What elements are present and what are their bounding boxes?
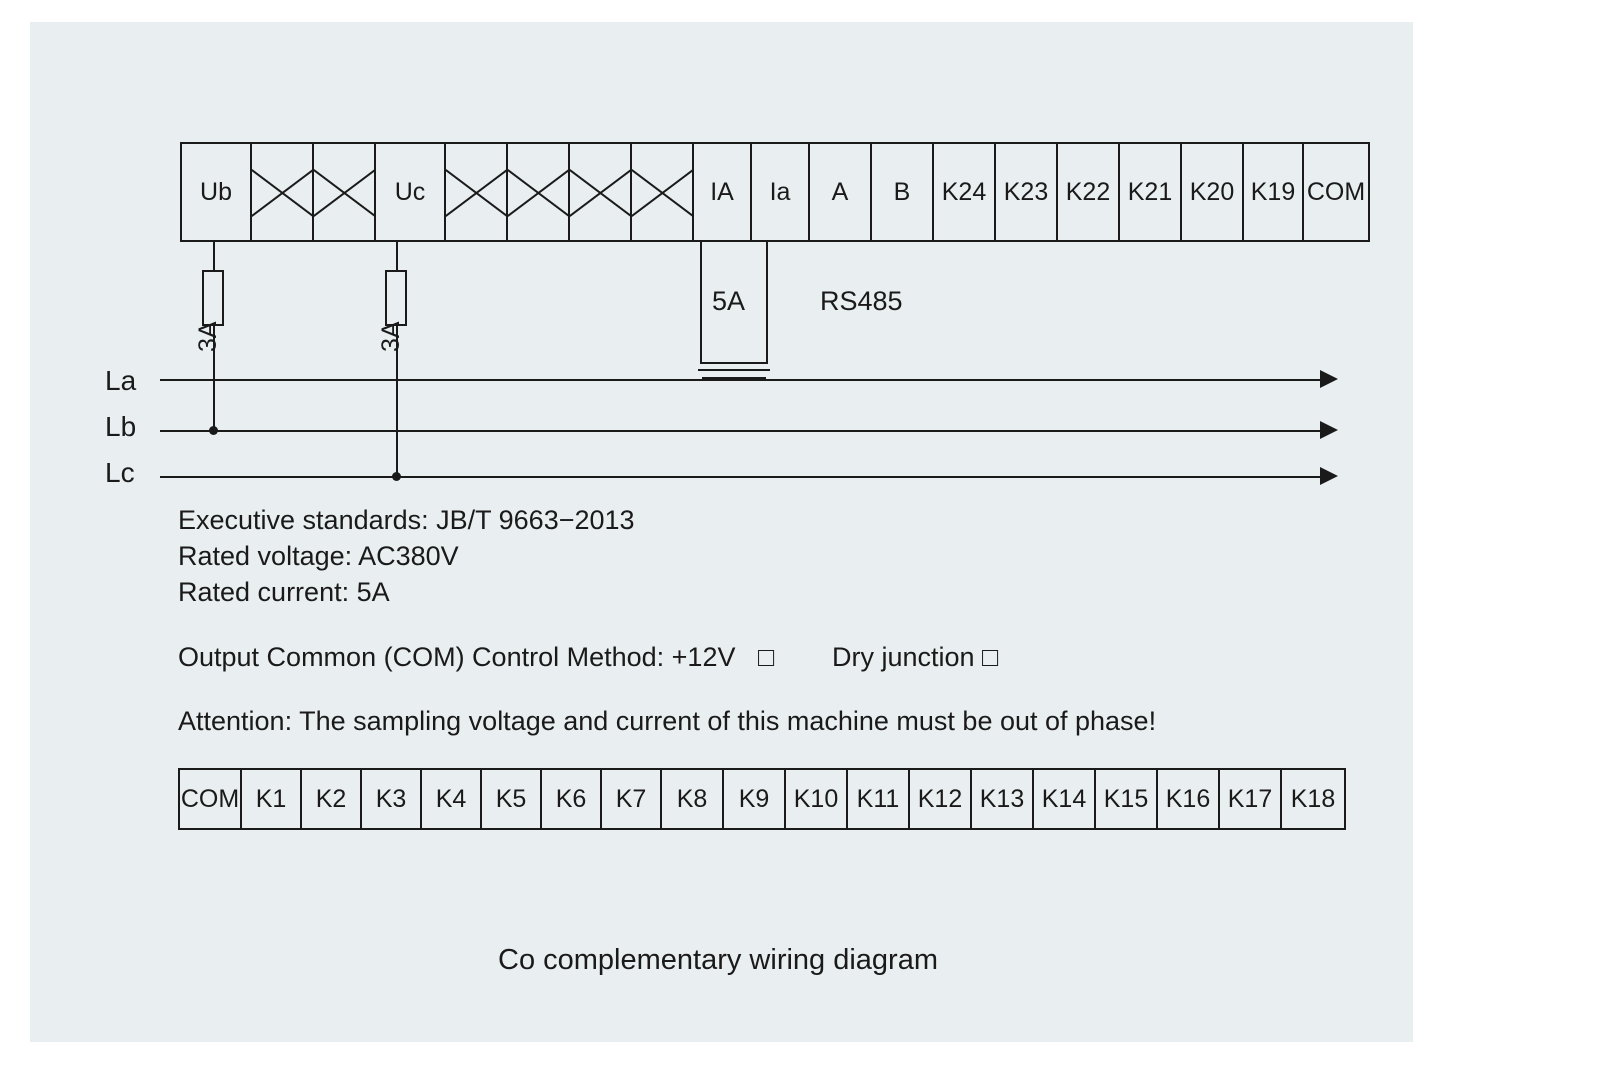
terminal-a[interactable] — [810, 144, 872, 240]
terminal-label: K7 — [615, 784, 647, 813]
terminal-ub[interactable] — [182, 144, 252, 240]
control-method-label: Output Common (COM) Control Method: +12V — [178, 642, 736, 672]
terminal-k1[interactable] — [242, 770, 302, 828]
terminal-label: A — [831, 177, 849, 206]
terminal-label: K4 — [435, 784, 467, 813]
phase-line-lb — [160, 430, 1332, 432]
fuse-1-rating: 3A — [194, 321, 222, 352]
terminal-uc[interactable] — [376, 144, 446, 240]
fuse-2-rating: 3A — [377, 321, 405, 352]
terminal-k21[interactable] — [1120, 144, 1182, 240]
terminal-k5[interactable] — [482, 770, 542, 828]
terminal-label: K2 — [315, 784, 347, 813]
terminal-blank-3 — [446, 144, 508, 240]
diagram-canvas — [30, 22, 1413, 1042]
rs485-label: RS485 — [820, 286, 903, 316]
control-method-checkbox-12v[interactable]: □ — [758, 642, 775, 672]
terminal-blank-1 — [252, 144, 314, 240]
diagram-caption: Co complementary wiring diagram — [498, 944, 938, 976]
terminal-label: K16 — [1165, 784, 1211, 813]
terminal-ia-upper[interactable] — [694, 144, 752, 240]
terminal-label: Ia — [769, 177, 791, 206]
terminal-k11[interactable] — [848, 770, 910, 828]
terminal-k16[interactable] — [1158, 770, 1220, 828]
ct-core-bar-1 — [698, 369, 770, 371]
phase-label-lb: Lb — [105, 411, 137, 442]
terminal-label: K13 — [979, 784, 1025, 813]
terminal-label: K12 — [917, 784, 963, 813]
terminal-label: K11 — [856, 784, 900, 813]
terminal-blank-2 — [314, 144, 376, 240]
terminal-k12[interactable] — [910, 770, 972, 828]
terminal-label: K8 — [676, 784, 708, 813]
terminal-blank-4 — [508, 144, 570, 240]
phase-arrow-lb — [1320, 421, 1338, 439]
terminal-label: K17 — [1227, 784, 1273, 813]
phase-label-lc: Lc — [105, 457, 135, 488]
fuse-1-body — [202, 270, 224, 326]
ct-rating-label: 5A — [712, 286, 746, 316]
terminal-label: K24 — [941, 177, 987, 206]
terminal-label: K15 — [1103, 784, 1149, 813]
terminal-k19[interactable] — [1244, 144, 1304, 240]
phase-line-la — [160, 379, 1332, 381]
terminal-label: Uc — [394, 177, 426, 206]
terminal-label: K5 — [495, 784, 527, 813]
terminal-com-top[interactable] — [1304, 144, 1368, 240]
terminal-k8[interactable] — [662, 770, 724, 828]
terminal-blank-5 — [570, 144, 632, 240]
phase-arrow-la — [1320, 370, 1338, 388]
top-terminal-strip — [180, 142, 1370, 242]
terminal-label: K20 — [1189, 177, 1235, 206]
spec-rated-voltage: Rated voltage: AC380V — [178, 541, 459, 571]
terminal-label: K3 — [375, 784, 407, 813]
control-method-option-dry-junction: Dry junction — [832, 642, 975, 672]
terminal-b[interactable] — [872, 144, 934, 240]
terminal-ia-lower[interactable] — [752, 144, 810, 240]
terminal-label: K14 — [1041, 784, 1087, 813]
terminal-label: COM — [180, 784, 240, 813]
control-method-checkbox-dry-junction[interactable]: □ — [982, 642, 999, 672]
terminal-k2[interactable] — [302, 770, 362, 828]
fuse-2-body — [385, 270, 407, 326]
phase-arrow-lc — [1320, 467, 1338, 485]
terminal-label: K1 — [255, 784, 287, 813]
terminal-label: K9 — [738, 784, 770, 813]
terminal-label: K6 — [555, 784, 587, 813]
phase-line-lc — [160, 476, 1332, 478]
spec-rated-current: Rated current: 5A — [178, 577, 390, 607]
terminal-k4[interactable] — [422, 770, 482, 828]
terminal-k18[interactable] — [1282, 770, 1344, 828]
terminal-k20[interactable] — [1182, 144, 1244, 240]
terminal-label: K21 — [1127, 177, 1173, 206]
terminal-k7[interactable] — [602, 770, 662, 828]
spec-executive-standards: Executive standards: JB/T 9663−2013 — [178, 505, 635, 535]
terminal-k6[interactable] — [542, 770, 602, 828]
terminal-k24[interactable] — [934, 144, 996, 240]
terminal-blank-6 — [632, 144, 694, 240]
attention-note: Attention: The sampling voltage and current of this machine must be out of phase! — [178, 706, 1157, 736]
terminal-k9[interactable] — [724, 770, 786, 828]
terminal-k14[interactable] — [1034, 770, 1096, 828]
terminal-k23[interactable] — [996, 144, 1058, 240]
terminal-label: K22 — [1065, 177, 1111, 206]
terminal-label: B — [893, 177, 911, 206]
terminal-label: IA — [710, 177, 734, 206]
terminal-k10[interactable] — [786, 770, 848, 828]
terminal-label: Ub — [200, 177, 232, 206]
terminal-label: K18 — [1290, 784, 1336, 813]
bottom-terminal-strip — [178, 768, 1346, 830]
terminal-k13[interactable] — [972, 770, 1034, 828]
terminal-com-bottom[interactable] — [180, 770, 242, 828]
terminal-k22[interactable] — [1058, 144, 1120, 240]
terminal-k15[interactable] — [1096, 770, 1158, 828]
terminal-label: K19 — [1250, 177, 1296, 206]
terminal-k3[interactable] — [362, 770, 422, 828]
terminal-k17[interactable] — [1220, 770, 1282, 828]
phase-label-la: La — [105, 365, 137, 396]
terminal-label: K10 — [793, 784, 839, 813]
terminal-label: COM — [1306, 177, 1366, 206]
terminal-label: K23 — [1003, 177, 1049, 206]
